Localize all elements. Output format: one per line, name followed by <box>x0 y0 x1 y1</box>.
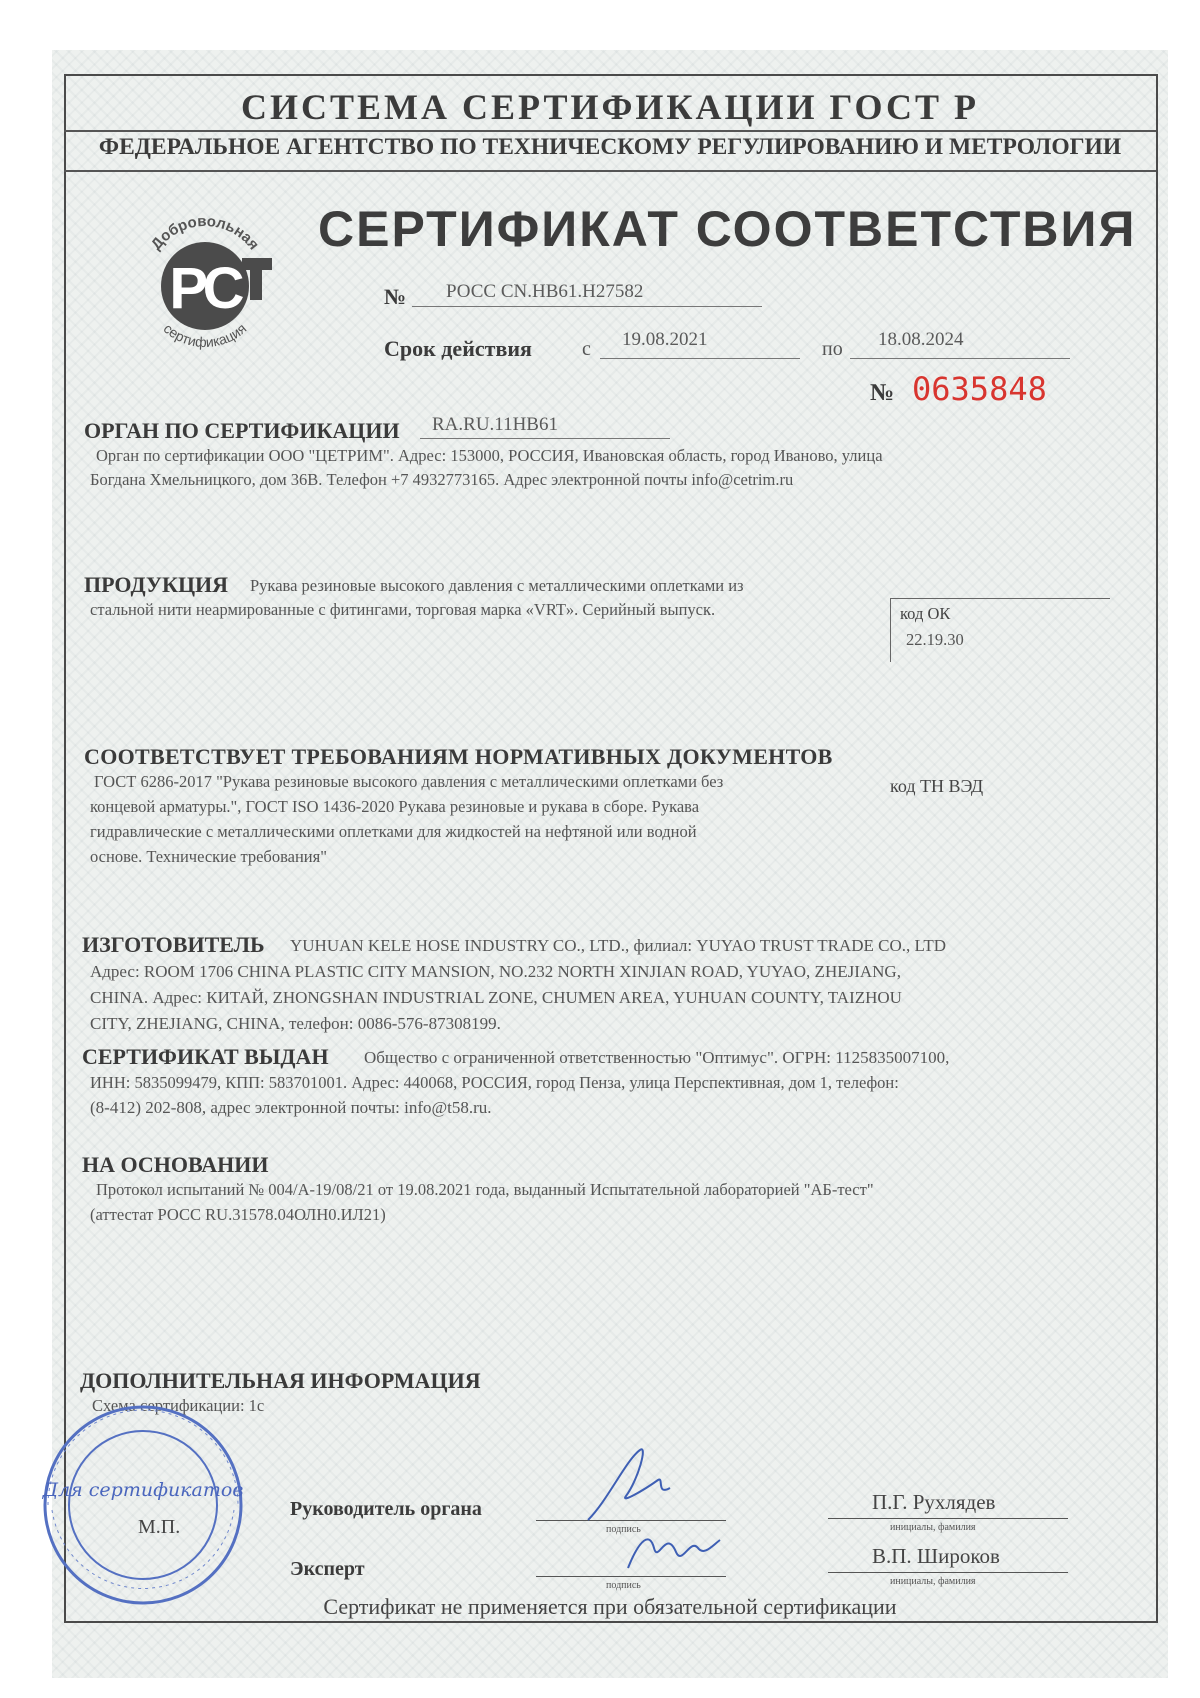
head-sign-caption: подпись <box>606 1524 641 1535</box>
system-title: СИСТЕМА СЕРТИФИКАЦИИ ГОСТ Р <box>241 87 979 127</box>
stamp-place: М.П. <box>138 1516 181 1538</box>
header-divider <box>64 130 1156 132</box>
organ-line-2: Богдана Хмельницкого, дом 36В. Телефон +7 4932773165. Адрес электронной почты info@cetrim.ru <box>90 470 794 489</box>
footer-note: Сертификат не применяется при обязательной сертификации <box>323 1594 897 1619</box>
conformity-heading: СООТВЕТСТВУЕТ ТРЕБОВАНИЯМ НОРМАТИВНЫХ ДОКУМЕНТОВ <box>84 744 833 769</box>
tnved-label: код ТН ВЭД <box>890 776 984 796</box>
valid-from-underline <box>600 358 800 359</box>
stamp-center-text: Для сертификатов <box>42 1479 244 1501</box>
expert-name-caption: инициалы, фамилия <box>890 1576 976 1587</box>
validity-label: Срок действия <box>384 336 532 361</box>
product-heading: ПРОДУКЦИЯ <box>84 572 229 597</box>
basis-line-2: (аттестат РОСС RU.31578.04ОЛН0.ИЛ21) <box>90 1205 386 1224</box>
manufacturer-line-4: CITY, ZHEJIANG, CHINA, телефон: 0086-576-87308199. <box>90 1014 501 1033</box>
issued-heading: СЕРТИФИКАТ ВЫДАН <box>82 1044 329 1069</box>
expert-name: В.П. Широков <box>872 1544 1000 1568</box>
agency-name: ФЕДЕРАЛЬНОЕ АГЕНТСТВО ПО ТЕХНИЧЕСКОМУ РЕГУЛИРОВАНИЮ И МЕТРОЛОГИИ <box>98 134 1122 160</box>
serial-label: № <box>870 380 895 406</box>
conformity-line-4: основе. Технические требования" <box>90 847 327 866</box>
number-underline <box>412 306 762 307</box>
manufacturer-line-2: Адрес: ROOM 1706 CHINA PLASTIC CITY MANSION, NO.232 NORTH XINJIAN ROAD, YUYAO, ZHEJIANG, <box>90 962 901 981</box>
expert-label: Эксперт <box>290 1558 365 1580</box>
issued-line-1: Общество с ограниченной ответственностью "Оптимус". ОГРН: 1125835007100, <box>364 1048 950 1067</box>
okpd-rule <box>890 598 1110 599</box>
issued-line-2: ИНН: 5835099479, КПП: 583701001. Адрес: 440068, РОССИЯ, город Пенза, улица Перспективная, дом 1, телефон: <box>90 1073 899 1092</box>
valid-to-underline <box>850 358 1070 359</box>
expert-sign-caption: подпись <box>606 1580 641 1591</box>
basis-heading: НА ОСНОВАНИИ <box>82 1152 269 1177</box>
product-line-2: стальной нити неармированные с фитингами, торговая марка «VRT». Серийный выпуск. <box>90 600 716 619</box>
additional-heading: ДОПОЛНИТЕЛЬНАЯ ИНФОРМАЦИЯ <box>80 1368 481 1393</box>
manufacturer-line-3: CHINA. Адрес: КИТАЙ, ZHONGSHAN INDUSTRIAL ZONE, CHUMEN AREA, YUHUAN COUNTY, TAIZHOU <box>90 988 902 1007</box>
expert-name-line <box>828 1572 1068 1573</box>
certificate-title: СЕРТИФИКАТ СООТВЕТСТВИЯ <box>318 201 1137 257</box>
header-divider-bottom <box>64 170 1156 172</box>
okpd-rule-vertical <box>890 598 891 662</box>
okpd-label: код ОК <box>900 604 951 623</box>
logo-bottom-text: сертификация <box>160 320 250 351</box>
head-signature <box>578 1440 688 1530</box>
organ-code-underline <box>420 438 670 439</box>
organ-code: RA.RU.11НВ61 <box>432 414 558 435</box>
manufacturer-heading: ИЗГОТОВИТЕЛЬ <box>82 932 265 957</box>
valid-from: 19.08.2021 <box>622 329 708 350</box>
head-name-caption: инициалы, фамилия <box>890 1522 976 1533</box>
certificate-number: РОСС CN.НВ61.Н27582 <box>446 281 644 302</box>
okpd-code: 22.19.30 <box>906 630 964 649</box>
conformity-line-3: гидравлические с металлическими оплетками для жидкостей на нефтяной или водной <box>90 822 697 841</box>
to-label: по <box>822 338 843 360</box>
from-label: с <box>582 338 591 360</box>
rst-logo <box>130 208 280 358</box>
conformity-line-1: ГОСТ 6286-2017 "Рукава резиновые высокого давления с металлическими оплетками без <box>94 772 724 791</box>
organ-heading: ОРГАН ПО СЕРТИФИКАЦИИ <box>84 418 400 443</box>
expert-signature <box>620 1518 730 1588</box>
manufacturer-line-1: YUHUAN KELE HOSE INDUSTRY CO., LTD., филиал: YUYAO TRUST TRADE CO., LTD <box>290 936 946 955</box>
organ-line-1: Орган по сертификации ООО "ЦЕТРИМ". Адрес: 153000, РОССИЯ, Ивановская область, город Иваново, улица <box>96 446 883 465</box>
head-name: П.Г. Рухлядев <box>872 1490 996 1514</box>
issued-line-3: (8-412) 202-808, адрес электронной почты: info@t58.ru. <box>90 1098 492 1117</box>
number-label: № <box>384 284 407 309</box>
serial-number: 0635848 <box>912 370 1047 408</box>
organ-stamp <box>38 1400 248 1610</box>
logo-top-text: Добровольная <box>147 212 263 254</box>
basis-line-1: Протокол испытаний № 004/А-19/08/21 от 19.08.2021 года, выданный Испытательной лабораторией "АБ-тест" <box>96 1180 874 1199</box>
certification-scheme: Схема сертификации: 1с <box>92 1396 265 1415</box>
head-name-line <box>828 1518 1068 1519</box>
valid-to: 18.08.2024 <box>878 329 964 350</box>
conformity-line-2: концевой арматуры.", ГОСТ ISO 1436-2020 Рукава резиновые и рукава в сборе. Рукава <box>90 797 700 816</box>
head-label: Руководитель органа <box>290 1498 482 1520</box>
svg-text:РС: РС <box>169 256 241 321</box>
product-line-1: Рукава резиновые высокого давления с металлическими оплетками из <box>250 576 744 595</box>
